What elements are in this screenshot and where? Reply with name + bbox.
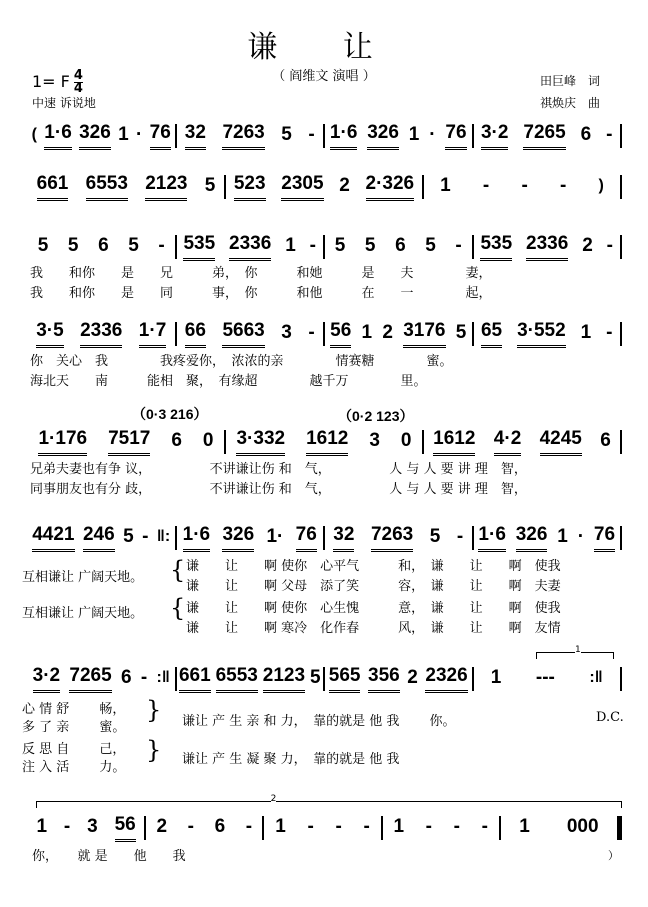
note-token: 1 xyxy=(490,666,502,688)
measure xyxy=(226,428,422,456)
note-token: - xyxy=(308,123,315,145)
lyric-line: 同事朋友也有分 歧， 不讲谦让伤 和 气， 人 与 人 要 讲 理 智， xyxy=(30,482,527,497)
note-token: - xyxy=(63,815,71,837)
measure xyxy=(474,667,621,692)
note-token: - xyxy=(245,815,253,837)
note-token: 5 xyxy=(204,174,216,196)
note-token: 1 xyxy=(275,815,286,837)
lyric-line: 多 了 亲 蜜。 xyxy=(22,720,126,735)
measure xyxy=(474,320,621,348)
lyric-line: 海北天 南 能相 聚， 有缘超 越千万 里。 xyxy=(30,374,427,389)
note-token: 4·2 xyxy=(494,428,521,456)
measure xyxy=(325,235,472,260)
note-token: 535 xyxy=(183,233,215,261)
lyric-line: 谦 让 啊 使你 心生愧 意， 谦 让 啊 使我 xyxy=(186,601,561,616)
song-title: 谦 让 xyxy=(247,30,401,65)
note-token: 5663 xyxy=(222,320,264,348)
measure xyxy=(177,665,324,693)
measure xyxy=(177,233,324,261)
note-token: 5 xyxy=(37,234,49,256)
note-token: 2 xyxy=(382,321,393,343)
note-token: - xyxy=(455,234,462,256)
note-token: 56 xyxy=(115,814,136,842)
lyric-line: 你， 就 是 他 我 xyxy=(32,849,186,864)
note-token: 1·6 xyxy=(183,524,210,552)
note-token: 0 xyxy=(202,429,214,451)
note-token: 6553 xyxy=(216,665,258,693)
note-token: 5 xyxy=(455,321,467,343)
measure xyxy=(325,665,472,693)
note-token: 5 xyxy=(309,666,321,688)
note-token: 1·6 xyxy=(478,524,505,552)
note-token: 523 xyxy=(234,173,266,201)
note-token: 1 xyxy=(408,123,420,145)
notation-system xyxy=(28,526,622,550)
measure xyxy=(325,122,472,150)
measure xyxy=(28,320,175,348)
measure xyxy=(177,320,324,348)
notation-system xyxy=(28,667,622,691)
volta-second-label: 2 xyxy=(270,794,277,804)
note-token: 2 xyxy=(407,666,418,688)
note-token: 4421 xyxy=(32,524,74,552)
note-token: 661 xyxy=(37,173,69,201)
barline xyxy=(620,175,622,199)
note-token: 1·176 xyxy=(38,428,87,456)
note-token: 5 xyxy=(123,525,134,547)
note-token: 5 xyxy=(281,123,292,145)
measure xyxy=(28,122,175,150)
measure xyxy=(28,665,175,693)
lyric-line: 我 和你 是 兄 弟， 你 和她 是 夫 妻， xyxy=(30,266,492,281)
note-token: 565 xyxy=(329,665,361,693)
note-token: - xyxy=(142,525,149,547)
lyric-line: 你 关心 我 我疼爱你， 浓浓的亲 情赛糖 蜜。 xyxy=(30,354,453,369)
note-token: 3·2 xyxy=(481,122,508,150)
note-token: 326 xyxy=(222,524,254,552)
note-token: 2336 xyxy=(526,233,568,261)
note-token: - xyxy=(187,815,194,837)
lyric-line: 谦 让 啊 寒冷 化作春 风， 谦 让 啊 友情 xyxy=(186,621,561,636)
barline xyxy=(620,322,622,346)
note-token: 2 xyxy=(156,815,168,837)
note-token: 32 xyxy=(185,122,206,150)
note-token: 2123 xyxy=(145,173,187,201)
note-token: - xyxy=(307,815,314,837)
dc-marking: D.C. xyxy=(596,710,624,725)
note-token: - xyxy=(335,815,342,837)
note-token: 6 xyxy=(580,123,592,145)
note-token: 3·2 xyxy=(33,665,60,693)
lyric-line: 互相谦让 广阔天地。 xyxy=(22,606,144,621)
note-token: - xyxy=(560,174,567,196)
note-token: - xyxy=(482,174,490,196)
time-den: 4 xyxy=(73,81,83,96)
note-token: - xyxy=(606,123,613,145)
note-token: 76 xyxy=(594,524,615,552)
note-token: 6 xyxy=(98,234,109,256)
measure xyxy=(474,524,621,552)
measure xyxy=(146,816,262,841)
measure xyxy=(28,524,175,552)
note-token: - xyxy=(140,666,148,688)
note-token: 4245 xyxy=(540,428,582,456)
lyricist: 田巨峰 词 xyxy=(540,74,601,88)
note-token: 6 xyxy=(600,429,611,451)
measure xyxy=(177,122,324,150)
note-token: 2 xyxy=(339,174,350,196)
note-token: 1 xyxy=(557,525,568,547)
note-token: 1 xyxy=(361,321,373,343)
barline xyxy=(620,235,622,259)
notation-system xyxy=(28,816,622,840)
note-token: ) xyxy=(598,176,604,194)
barline xyxy=(620,667,622,691)
lyric-line: 谦 让 啊 使你 心平气 和， 谦 让 啊 使我 xyxy=(186,559,561,574)
note-token: 32 xyxy=(333,524,354,552)
tempo-marking: 中速 诉说地 xyxy=(32,96,96,110)
note-token: 7263 xyxy=(222,122,264,150)
volta-first-label: 1 xyxy=(575,645,581,655)
note-token: 1 xyxy=(285,234,296,256)
note-token: 1 xyxy=(118,123,129,145)
note-token: 2·326 xyxy=(366,173,415,201)
notation-system xyxy=(28,235,622,259)
lyric-line: 谦 让 啊 父母 添了笑 容， 谦 让 啊 夫妻 xyxy=(186,579,561,594)
note-token: 3 xyxy=(87,815,98,837)
note-token: --- xyxy=(535,666,555,688)
brace: } xyxy=(146,696,162,724)
note-token: 5 xyxy=(429,525,441,547)
note-token: 356 xyxy=(368,665,400,693)
note-token: 76 xyxy=(150,122,171,150)
lyric-line: 谦让 产 生 凝 聚 力， 靠的就是 他 我 xyxy=(182,752,400,767)
note-token: 000 xyxy=(566,815,599,837)
barline xyxy=(620,526,622,550)
note-token: 1 xyxy=(393,815,405,837)
note-token: - xyxy=(308,321,315,343)
note-token: 326 xyxy=(79,122,111,150)
note-token: 5 xyxy=(425,234,436,256)
performer: （ 阎维文 演唱 ） xyxy=(272,69,376,84)
notation-system xyxy=(28,175,622,199)
note-token: 1·7 xyxy=(139,320,166,348)
lyric-line: 兄弟夫妻也有争 议， 不讲谦让伤 和 气， 人 与 人 要 讲 理 智， xyxy=(30,462,527,477)
note-token: · xyxy=(577,525,585,547)
note-token: 6 xyxy=(171,429,182,451)
measure xyxy=(501,816,617,841)
barline xyxy=(620,430,622,454)
measure xyxy=(424,175,620,200)
insert-notes-b: （0·2 123） xyxy=(338,408,414,424)
lyric-line: 注 入 活 力。 xyxy=(22,760,126,775)
note-token: 2326 xyxy=(425,665,467,693)
key-signature xyxy=(32,70,83,95)
note-token: · xyxy=(135,123,143,145)
lyric-line: 心 情 舒 畅， xyxy=(22,702,126,717)
note-token: 3 xyxy=(281,321,292,343)
measure xyxy=(325,524,472,552)
note-token: · xyxy=(429,123,436,145)
note-token: 1612 xyxy=(306,428,348,456)
note-token: 7265 xyxy=(69,665,111,693)
note-token: 2 xyxy=(582,234,593,256)
note-token: 3·5 xyxy=(36,320,63,348)
note-token: 7517 xyxy=(108,428,150,456)
note-token: 2305 xyxy=(281,173,323,201)
note-token: 5 xyxy=(128,234,139,256)
measure xyxy=(28,235,175,260)
measure xyxy=(325,320,472,348)
volta-first xyxy=(536,645,614,659)
measure xyxy=(28,173,224,201)
note-token: 6 xyxy=(214,815,226,837)
note-token: - xyxy=(425,815,432,837)
note-token: - xyxy=(309,234,316,256)
note-token: 76 xyxy=(296,524,317,552)
note-token: 6553 xyxy=(86,173,128,201)
measure xyxy=(28,814,144,842)
notation-system xyxy=(28,322,622,346)
note-token: 2123 xyxy=(263,665,305,693)
note-token: - xyxy=(606,234,613,256)
note-token: - xyxy=(453,815,460,837)
note-token: 326 xyxy=(516,524,548,552)
time-signature xyxy=(74,70,83,95)
note-token: 2336 xyxy=(80,320,122,348)
note-token: 1·6 xyxy=(44,122,71,150)
note-token: 3176 xyxy=(403,320,445,348)
volta-second xyxy=(36,794,622,808)
note-token: 5 xyxy=(334,234,346,256)
note-token: :‖ xyxy=(589,668,603,686)
note-token: 3 xyxy=(369,429,380,451)
note-token: 1 xyxy=(519,815,530,837)
note-token: 56 xyxy=(330,320,351,348)
note-token: - xyxy=(481,815,488,837)
note-token: 65 xyxy=(481,320,502,348)
notation-system xyxy=(28,430,622,454)
note-token: 6 xyxy=(395,234,406,256)
insert-notes-a: （0·3 216） xyxy=(132,406,208,422)
note-token: 1612 xyxy=(433,428,475,456)
lyric-line: 互相谦让 广阔天地。 xyxy=(22,570,144,585)
lyric-line: 反 思 自 己， xyxy=(22,742,126,757)
brace: } xyxy=(146,736,162,764)
note-token: 5 xyxy=(67,234,79,256)
note-token: 76 xyxy=(445,122,466,150)
note-token: - xyxy=(606,321,613,343)
note-token: 1 xyxy=(580,321,592,343)
note-token: 1·6 xyxy=(330,122,357,150)
note-token: 661 xyxy=(179,665,211,693)
note-token: 3·332 xyxy=(236,428,285,456)
composer: 祺焕庆 曲 xyxy=(540,96,601,110)
time-num: 4 xyxy=(73,68,83,83)
note-token: 535 xyxy=(480,233,512,261)
note-token: - xyxy=(456,525,464,547)
measure xyxy=(226,173,422,201)
note-token: 66 xyxy=(185,320,206,348)
note-token: 0 xyxy=(400,429,412,451)
lyric-line: 谦让 产 生 亲 和 力， 靠的就是 他 我 你。 xyxy=(182,714,456,729)
note-token: 2336 xyxy=(229,233,271,261)
measure xyxy=(28,428,224,456)
measure xyxy=(474,233,621,261)
measure xyxy=(264,816,380,841)
note-token: ( xyxy=(31,125,37,143)
lyric-close: ） xyxy=(608,849,619,862)
note-token: - xyxy=(521,174,528,196)
measure xyxy=(474,122,621,150)
note-token: 246 xyxy=(83,524,115,552)
note-token: ‖: xyxy=(156,527,171,545)
measure xyxy=(383,816,499,841)
note-token: 326 xyxy=(367,122,399,150)
notation-system xyxy=(28,124,622,148)
measure xyxy=(424,428,620,456)
brace: { xyxy=(170,556,186,584)
note-token: 3·552 xyxy=(517,320,566,348)
measure xyxy=(177,524,324,552)
note-token: 1 xyxy=(440,174,451,196)
note-token: 1· xyxy=(266,525,284,547)
note-token: 5 xyxy=(364,234,376,256)
lyric-line: 我 和你 是 同 事， 你 和他 在 一 起， xyxy=(30,286,492,301)
note-token: 6 xyxy=(120,666,132,688)
key: 1= F xyxy=(32,72,70,91)
note-token: 7263 xyxy=(371,524,413,552)
barline xyxy=(617,816,622,840)
brace: { xyxy=(170,594,186,622)
note-token: 1 xyxy=(36,815,48,837)
note-token: - xyxy=(363,815,370,837)
note-token: - xyxy=(158,234,165,256)
barline xyxy=(620,124,622,148)
note-token: 7265 xyxy=(523,122,565,150)
note-token: :‖ xyxy=(156,668,170,686)
